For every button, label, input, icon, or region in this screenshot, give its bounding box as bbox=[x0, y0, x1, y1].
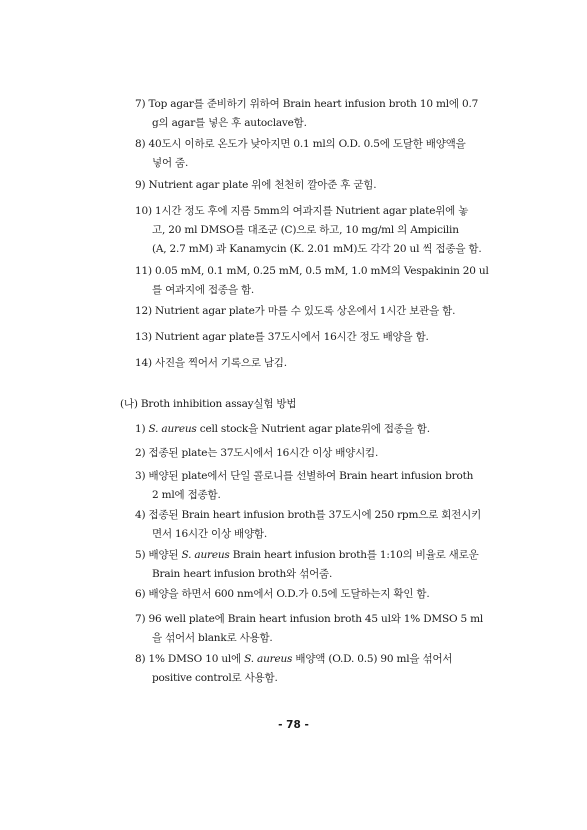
item-line: 4) 접종된 Brain heart infusion broth를 37도시에 250 rpm으로 회전시키 bbox=[135, 509, 482, 521]
item-text: cell stock을 Nutrient agar plate위에 접종을 함. bbox=[196, 423, 430, 435]
item-line: g의 agar를 넣은 후 autoclave함. bbox=[152, 117, 307, 129]
item-text: 배양액 (O.D. 0.5) 90 ml을 섞어서 bbox=[292, 653, 453, 665]
list-item bbox=[135, 506, 507, 544]
item-line: 12) Nutrient agar plate가 마를 수 있도록 상온에서 1시간 보관을 함. bbox=[135, 305, 456, 317]
list-item bbox=[135, 546, 507, 584]
item-text: Brain heart infusion broth를 1:10의 비율로 새로운 bbox=[229, 549, 479, 561]
item-line: 넣어 줌. bbox=[152, 157, 189, 169]
list-item bbox=[135, 202, 507, 259]
item-line: 11) 0.05 mM, 0.1 mM, 0.25 mM, 0.5 mM, 1.0 mM의 Vespakinin 20 ul bbox=[135, 265, 489, 277]
item-line: 7) 96 well plate에 Brain heart infusion broth 45 ul와 1% DMSO 5 ml bbox=[135, 613, 484, 625]
list-item bbox=[135, 354, 507, 373]
item-line: 를 여과지에 접종을 함. bbox=[152, 284, 255, 296]
item-line: 14) 사진을 찍어서 기록으로 남김. bbox=[135, 357, 287, 369]
list-item bbox=[135, 176, 507, 195]
list-item bbox=[135, 95, 507, 133]
list-item bbox=[135, 650, 507, 688]
item-line: 고, 20 ml DMSO를 대조군 (C)으로 하고, 10 mg/ml 의 Ampicilin bbox=[152, 224, 459, 236]
item-line: (A, 2.7 mM) 과 Kanamycin (K. 2.01 mM)도 각각 20 ul 씩 접종을 함. bbox=[152, 243, 482, 255]
item-line: 6) 배양을 하면서 600 nm에서 O.D.가 0.5에 도달하는지 확인 함. bbox=[135, 588, 430, 600]
item-line: 2) 접종된 plate는 37도시에서 16시간 이상 배양시킴. bbox=[135, 447, 379, 459]
species-name: S. aureus bbox=[244, 653, 293, 665]
species-name: S. aureus bbox=[181, 549, 230, 561]
item-line bbox=[135, 546, 507, 565]
list-item bbox=[135, 610, 507, 648]
item-text: 1) bbox=[135, 423, 149, 435]
species-name: S. aureus bbox=[148, 423, 197, 435]
item-line bbox=[135, 420, 507, 439]
item-line: 2 ml에 접종함. bbox=[152, 489, 221, 501]
item-line: 13) Nutrient agar plate를 37도시에서 16시간 정도 배양을 함. bbox=[135, 331, 429, 343]
item-text: 8) 1% DMSO 10 ul에 bbox=[135, 653, 245, 665]
page-number: - 78 - bbox=[278, 719, 309, 731]
list-item bbox=[135, 262, 507, 300]
list-item bbox=[135, 302, 507, 321]
item-line: Brain heart infusion broth와 섞어줌. bbox=[152, 568, 333, 580]
item-line: 면서 16시간 이상 배양함. bbox=[152, 528, 267, 540]
item-line: 3) 배양된 plate에서 단일 콜로니를 선별하여 Brain heart infusion broth bbox=[135, 470, 474, 482]
item-line: 9) Nutrient agar plate 위에 천천히 깔아준 후 굳힘. bbox=[135, 179, 377, 191]
item-line bbox=[135, 650, 507, 669]
item-text: 5) 배양된 bbox=[135, 549, 182, 561]
section-heading: (나) Broth inhibition assay실험 방법 bbox=[120, 398, 297, 410]
item-line: 을 섞어서 blank로 사용함. bbox=[152, 632, 273, 644]
list-item bbox=[135, 420, 507, 439]
list-item bbox=[135, 328, 507, 347]
item-line: 8) 40도시 이하로 온도가 낮아지면 0.1 ml의 O.D. 0.5에 도달한 배양액을 bbox=[135, 138, 466, 150]
list-item bbox=[135, 444, 507, 463]
item-line: 10) 1시간 정도 후에 지름 5mm의 여과지를 Nutrient agar plate위에 놓 bbox=[135, 205, 469, 217]
item-line: 7) Top agar를 준비하기 위하여 Brain heart infusion broth 10 ml에 0.7 bbox=[135, 98, 479, 110]
list-item bbox=[135, 135, 507, 173]
list-item bbox=[135, 467, 507, 505]
item-line: positive control로 사용함. bbox=[152, 672, 278, 684]
list-item bbox=[135, 585, 507, 604]
